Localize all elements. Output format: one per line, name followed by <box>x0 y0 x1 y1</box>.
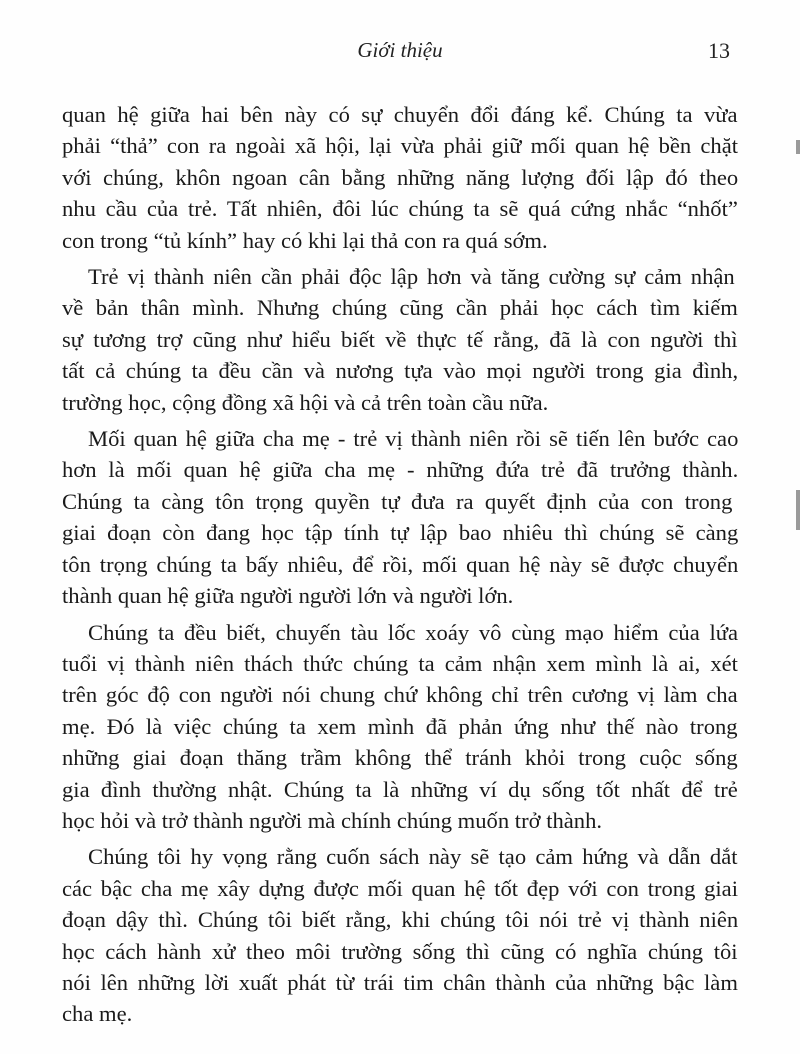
text-line: giai đoạn còn đang học tập tính tự lập bao nhiêu thì chúng sẽ càng <box>62 520 739 546</box>
text-line: trường học, cộng đồng xã hội và cả trên toàn cầu nữa. <box>62 389 549 415</box>
text-line: Chúng ta đều biết, chuyến tàu lốc xoáy vô cùng mạo hiểm của lứa <box>88 619 739 645</box>
text-line: gia đình thường nhật. Chúng ta là những ví dụ sống tốt nhất để trẻ <box>62 776 738 802</box>
page-number: 13 <box>708 38 730 63</box>
text-line: phải “thả” con ra ngoài xã hội, lại vừa phải giữ mối quan hệ bền chặt <box>62 133 739 159</box>
text-line: Trẻ vị thành niên cần phải độc lập hơn và tăng cường sự cảm nhận <box>88 264 735 290</box>
text-line: thành quan hệ giữa người người lớn và người lớn. <box>62 583 514 609</box>
text-line: hơn là mối quan hệ giữa cha mẹ - những đứa trẻ đã trưởng thành. <box>62 457 739 483</box>
paragraph-5 <box>62 841 738 1029</box>
paragraph-3 <box>62 423 738 611</box>
text-line: quan hệ giữa hai bên này có sự chuyển đổi đáng kể. Chúng ta vừa <box>62 102 738 127</box>
text-line: những giai đoạn thăng trầm không thể tránh khỏi trong cuộc sống <box>62 745 738 771</box>
text-line: Chúng ta càng tôn trọng quyền tự đưa ra quyết định của con trong <box>62 488 733 514</box>
text-line: với chúng, khôn ngoan cân bằng những năng lượng đối lập đó theo <box>62 164 739 190</box>
text-line: trên góc độ con người nói chung chứ không chỉ trên cương vị làm cha <box>62 682 738 708</box>
text-line: mẹ. Đó là việc chúng ta xem mình đã phản ứng như thế nào trong <box>62 713 738 739</box>
chapter-title: Giới thiệu <box>357 38 443 62</box>
text-line: Chúng tôi hy vọng rằng cuốn sách này sẽ tạo cảm hứng và dẫn dắt <box>88 844 738 870</box>
text-line: học cách hành xử theo môi trường sống thì cũng có nghĩa chúng tôi <box>62 938 738 964</box>
text-line: con trong “tủ kính” hay có khi lại thả con ra quá sớm. <box>62 227 548 253</box>
text-line: nói lên những lời xuất phát từ trái tim chân thành của những bậc làm <box>62 969 738 995</box>
text-line: sự tương trợ cũng như hiểu biết về thực tế rằng, đã là con người thì <box>62 326 738 352</box>
paragraph-2 <box>62 261 738 418</box>
text-line: Mối quan hệ giữa cha mẹ - trẻ vị thành niên rồi sẽ tiến lên bước cao <box>88 426 739 452</box>
text-line: các bậc cha mẹ xây dựng được mối quan hệ tốt đẹp với con trong giai <box>62 875 738 901</box>
paragraph-1 <box>62 99 738 256</box>
paragraph-4 <box>62 617 738 837</box>
text-line: tôn trọng chúng ta bấy nhiêu, để rồi, mối quan hệ này sẽ được chuyển <box>62 551 739 577</box>
text-line: cha mẹ. <box>62 1001 133 1027</box>
text-line: đoạn dậy thì. Chúng tôi biết rằng, khi chúng tôi nói trẻ vị thành niên <box>62 907 739 933</box>
running-header <box>0 38 800 68</box>
text-line: tuổi vị thành niên thách thức chúng ta cảm nhận xem mình là ai, xét <box>62 650 738 676</box>
scan-edge-mark <box>796 490 800 530</box>
text-line: học hỏi và trở thành người mà chính chúng muốn trở thành. <box>62 807 603 833</box>
text-line: tất cả chúng ta đều cần và nương tựa vào mọi người trong gia đình, <box>62 358 739 384</box>
text-line: về bản thân mình. Nhưng chúng cũng cần phải học cách tìm kiếm <box>62 295 738 321</box>
body-text <box>62 99 738 1035</box>
text-line: nhu cầu của trẻ. Tất nhiên, đôi lúc chúng ta sẽ quá cứng nhắc “nhốt” <box>62 196 738 222</box>
scan-edge-mark <box>796 140 800 154</box>
